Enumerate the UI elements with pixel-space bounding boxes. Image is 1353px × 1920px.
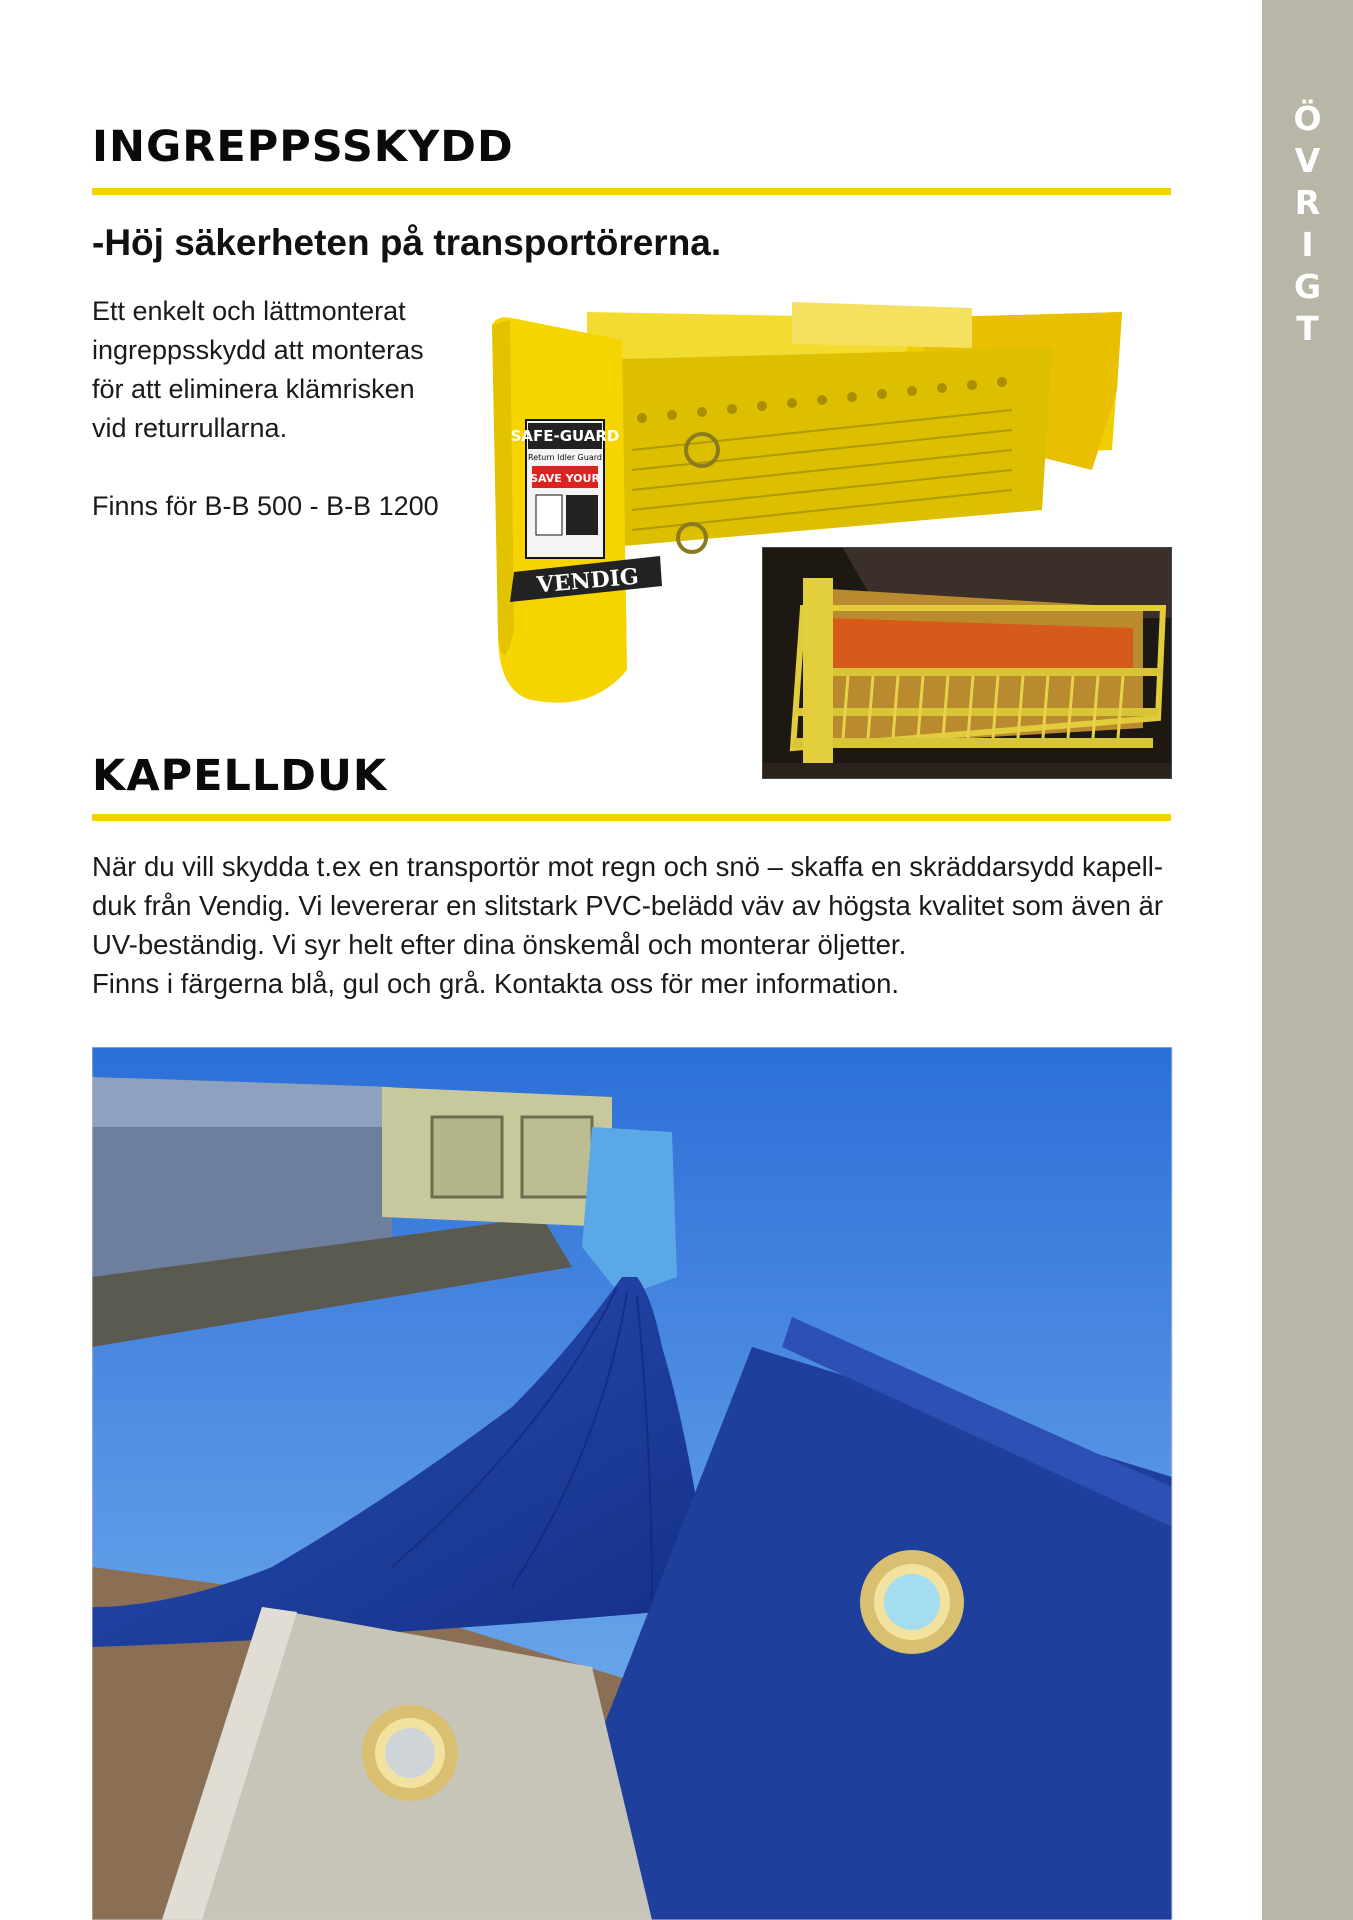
paragraph-line: När du vill skydda t.ex en transportör mot regn och snö – skaffa en skräddarsydd kapell- (92, 851, 1164, 882)
side-tab-letter: T (1296, 309, 1319, 348)
description-line: för att eliminera klämrisken (92, 374, 415, 404)
side-tab-letter: R (1294, 183, 1321, 222)
availability-note: Finns för B-B 500 - B-B 1200 (92, 491, 439, 521)
section-title-ingreppsskydd: INGREPPSSKYDD (92, 122, 514, 172)
label-subtitle: Return Idler Guard (528, 453, 602, 462)
side-tab-letter: I (1301, 225, 1314, 264)
label-brand: SAFE-GUARD (510, 427, 620, 445)
yellow-divider (92, 814, 1171, 821)
side-tab-letter: G (1293, 267, 1322, 306)
kapellduk-description (92, 847, 1177, 1003)
side-tab-letter: V (1294, 141, 1321, 180)
description-line: vid returrullarna. (92, 413, 288, 443)
side-tab-label (1262, 98, 1353, 350)
paragraph-line: Finns i färgerna blå, gul och grå. Kontakta oss för mer information. (92, 968, 900, 999)
label-maker: VENDIG (535, 563, 640, 599)
tarp-conveyor-photo (92, 1047, 1262, 1920)
description-line: ingreppsskydd att monteras (92, 335, 424, 365)
section-title-kapellduk: KAPELLDUK (92, 751, 388, 801)
yellow-divider (92, 188, 1171, 195)
paragraph-line: UV-beständig. Vi syr helt efter dina önskemål och monterar öljetter. (92, 929, 907, 960)
section-subtitle: -Höj säkerheten på transportörerna. (92, 222, 722, 263)
label-warning: SAVE YOUR (530, 472, 600, 485)
installed-guard-photo (762, 547, 1172, 779)
description-line: Ett enkelt och lättmonterat (92, 296, 406, 326)
paragraph-line: duk från Vendig. Vi levererar en slitstark PVC-belädd väv av högsta kvalitet som även är (92, 890, 1164, 921)
product-description (92, 292, 512, 448)
side-tab-letter: Ö (1293, 99, 1322, 138)
side-section-tab (1262, 0, 1353, 1920)
